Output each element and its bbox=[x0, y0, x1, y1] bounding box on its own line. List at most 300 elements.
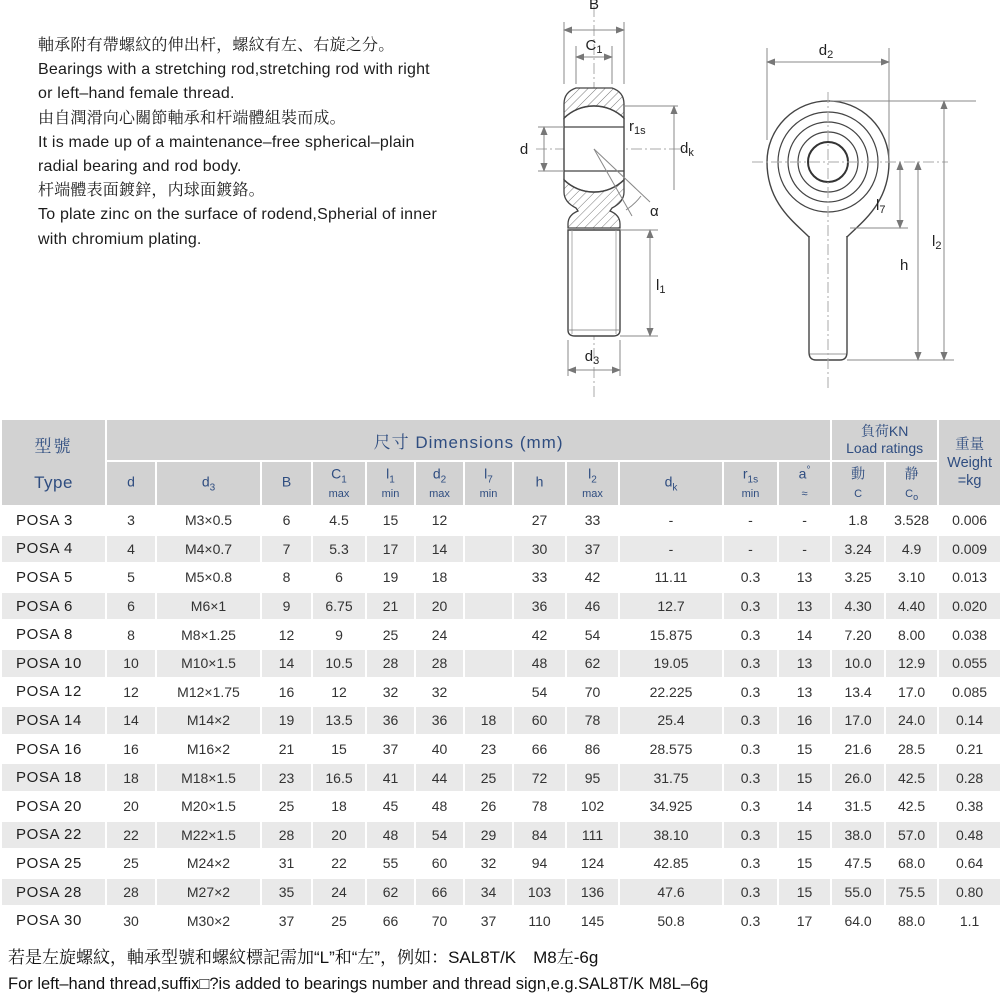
cell-l7: 26 bbox=[464, 792, 513, 821]
col-subheader: d bbox=[106, 461, 156, 506]
dim-label-h: h bbox=[900, 257, 909, 274]
type-cell: POSA 30 bbox=[1, 906, 106, 935]
cell-d: 5 bbox=[106, 563, 156, 592]
type-cell: POSA 28 bbox=[1, 878, 106, 907]
cell-Co: 3.528 bbox=[885, 506, 938, 535]
cell-weight: 0.006 bbox=[938, 506, 1000, 535]
cell-h: 84 bbox=[513, 821, 566, 850]
cell-d3: M22×1.5 bbox=[156, 821, 261, 850]
type-cell: POSA 18 bbox=[1, 763, 106, 792]
cell-d: 28 bbox=[106, 878, 156, 907]
cell-d: 12 bbox=[106, 678, 156, 707]
intro-line: radial bearing and rod body. bbox=[38, 158, 242, 176]
table-row bbox=[1, 849, 1000, 878]
cell-l1: 62 bbox=[366, 878, 415, 907]
cell-l2: 111 bbox=[566, 821, 619, 850]
cell-d2: 12 bbox=[415, 506, 464, 535]
col-subheader: a° ≈ bbox=[778, 461, 831, 506]
cell-h: 36 bbox=[513, 592, 566, 621]
dim-label-l2: $l_2$ bbox=[932, 233, 942, 252]
cell-l7 bbox=[464, 592, 513, 621]
type-cell: POSA 3 bbox=[1, 506, 106, 535]
cell-l1: 17 bbox=[366, 535, 415, 564]
type-header-en: Type bbox=[34, 473, 73, 492]
footer-note-en: For left–hand thread,suffix□?is added to bearings number and thread sign,e.g.SAL8T/K M8L–6g bbox=[8, 975, 709, 993]
cell-r1s: 0.3 bbox=[723, 763, 778, 792]
cell-l1: 32 bbox=[366, 678, 415, 707]
cell-C: 47.5 bbox=[831, 849, 885, 878]
cell-d2: 70 bbox=[415, 906, 464, 935]
cell-d: 30 bbox=[106, 906, 156, 935]
dim-label-alpha: α bbox=[650, 203, 659, 220]
cell-l7: 25 bbox=[464, 763, 513, 792]
cell-l2: 86 bbox=[566, 735, 619, 764]
cell-r1s: 0.3 bbox=[723, 620, 778, 649]
cell-C: 55.0 bbox=[831, 878, 885, 907]
col-subheader: $l_2$ max bbox=[566, 461, 619, 506]
table-row bbox=[1, 506, 1000, 535]
cell-C1: 20 bbox=[312, 821, 366, 850]
cell-dk: 28.575 bbox=[619, 735, 723, 764]
cell-h: 94 bbox=[513, 849, 566, 878]
cell-B: 25 bbox=[261, 792, 312, 821]
col-subheader: 静 $C_o$ bbox=[885, 461, 938, 506]
cell-r1s: 0.3 bbox=[723, 821, 778, 850]
cell-weight: 1.1 bbox=[938, 906, 1000, 935]
dim-label-d3: $d_3$ bbox=[584, 348, 600, 367]
cell-Co: 4.9 bbox=[885, 535, 938, 564]
cell-dk: 31.75 bbox=[619, 763, 723, 792]
cell-d2: 28 bbox=[415, 649, 464, 678]
intro-line: To plate zinc on the surface of rodend,Spherial of inner bbox=[38, 206, 437, 224]
cell-Co: 8.00 bbox=[885, 620, 938, 649]
cell-weight: 0.038 bbox=[938, 620, 1000, 649]
cell-l7 bbox=[464, 563, 513, 592]
cell-weight: 0.013 bbox=[938, 563, 1000, 592]
table-row bbox=[1, 906, 1000, 935]
cell-d2: 36 bbox=[415, 706, 464, 735]
cell-l7: 34 bbox=[464, 878, 513, 907]
cell-l7: 32 bbox=[464, 849, 513, 878]
cell-dk: 12.7 bbox=[619, 592, 723, 621]
cell-weight: 0.28 bbox=[938, 763, 1000, 792]
cell-dk: 22.225 bbox=[619, 678, 723, 707]
col-subheader: $l_1$ min bbox=[366, 461, 415, 506]
cell-d2: 24 bbox=[415, 620, 464, 649]
cell-l1: 41 bbox=[366, 763, 415, 792]
col-subheader: 動 C bbox=[831, 461, 885, 506]
cell-r1s: 0.3 bbox=[723, 706, 778, 735]
cell-Co: 75.5 bbox=[885, 878, 938, 907]
cell-Co: 57.0 bbox=[885, 821, 938, 850]
load-header-zh: 負荷KN bbox=[860, 423, 909, 439]
cell-B: 23 bbox=[261, 763, 312, 792]
cell-d2: 66 bbox=[415, 878, 464, 907]
cell-a: 15 bbox=[778, 821, 831, 850]
type-cell: POSA 20 bbox=[1, 792, 106, 821]
cell-d3: M3×0.5 bbox=[156, 506, 261, 535]
cell-d2: 20 bbox=[415, 592, 464, 621]
cell-d3: M12×1.75 bbox=[156, 678, 261, 707]
type-cell: POSA 22 bbox=[1, 821, 106, 850]
cell-h: 42 bbox=[513, 620, 566, 649]
cell-r1s: 0.3 bbox=[723, 849, 778, 878]
cell-d3: M5×0.8 bbox=[156, 563, 261, 592]
cell-weight: 0.64 bbox=[938, 849, 1000, 878]
dim-label-d2: $d_2$ bbox=[818, 42, 834, 61]
cell-C1: 22 bbox=[312, 849, 366, 878]
col-subheader: $r_{1s}$ min bbox=[723, 461, 778, 506]
table-row bbox=[1, 563, 1000, 592]
cell-d2: 60 bbox=[415, 849, 464, 878]
intro-line: 軸承附有帶螺紋的伸出杆，螺紋有左、右旋之分。 bbox=[38, 37, 395, 54]
type-cell: POSA 14 bbox=[1, 706, 106, 735]
cell-l2: 46 bbox=[566, 592, 619, 621]
cell-weight: 0.020 bbox=[938, 592, 1000, 621]
cell-B: 19 bbox=[261, 706, 312, 735]
cell-B: 9 bbox=[261, 592, 312, 621]
col-subheader: $d_k$ bbox=[619, 461, 723, 506]
col-subheader: $d_3$ bbox=[156, 461, 261, 506]
cell-dk: 47.6 bbox=[619, 878, 723, 907]
cell-d2: 32 bbox=[415, 678, 464, 707]
cell-r1s: 0.3 bbox=[723, 649, 778, 678]
cell-l2: 33 bbox=[566, 506, 619, 535]
cell-d: 8 bbox=[106, 620, 156, 649]
table-row bbox=[1, 649, 1000, 678]
type-cell: POSA 10 bbox=[1, 649, 106, 678]
intro-line: Bearings with a stretching rod,stretching rod with right bbox=[38, 61, 430, 79]
dimensions-table bbox=[0, 418, 1000, 936]
cell-Co: 24.0 bbox=[885, 706, 938, 735]
cell-C: 21.6 bbox=[831, 735, 885, 764]
cell-weight: 0.14 bbox=[938, 706, 1000, 735]
cell-h: 103 bbox=[513, 878, 566, 907]
cell-a: 17 bbox=[778, 906, 831, 935]
cell-C1: 12 bbox=[312, 678, 366, 707]
cell-B: 31 bbox=[261, 849, 312, 878]
cell-r1s: 0.3 bbox=[723, 792, 778, 821]
weight-header-zh: 重量 bbox=[955, 436, 985, 453]
cell-a: 16 bbox=[778, 706, 831, 735]
cell-l1: 55 bbox=[366, 849, 415, 878]
cell-l7 bbox=[464, 506, 513, 535]
cell-l7: 23 bbox=[464, 735, 513, 764]
cell-C: 4.30 bbox=[831, 592, 885, 621]
cell-C1: 6.75 bbox=[312, 592, 366, 621]
cell-B: 12 bbox=[261, 620, 312, 649]
cell-h: 72 bbox=[513, 763, 566, 792]
cell-a: - bbox=[778, 506, 831, 535]
cell-l1: 15 bbox=[366, 506, 415, 535]
cell-C1: 15 bbox=[312, 735, 366, 764]
cell-B: 7 bbox=[261, 535, 312, 564]
col-subheader: $d_2$ max bbox=[415, 461, 464, 506]
cell-l7: 18 bbox=[464, 706, 513, 735]
cell-C1: 10.5 bbox=[312, 649, 366, 678]
type-header-zh: 型號 bbox=[34, 437, 73, 456]
cell-a: - bbox=[778, 535, 831, 564]
cell-dk: 50.8 bbox=[619, 906, 723, 935]
cell-l2: 78 bbox=[566, 706, 619, 735]
cell-C1: 25 bbox=[312, 906, 366, 935]
threaded-shank bbox=[568, 230, 620, 336]
intro-line: 由自潤滑向心關節軸承和杆端體組裝而成。 bbox=[38, 109, 346, 127]
cell-l2: 95 bbox=[566, 763, 619, 792]
front-view-drawing bbox=[498, 0, 760, 412]
cell-C: 64.0 bbox=[831, 906, 885, 935]
cell-l2: 54 bbox=[566, 620, 619, 649]
table-row bbox=[1, 763, 1000, 792]
cell-a: 14 bbox=[778, 792, 831, 821]
cell-d3: M10×1.5 bbox=[156, 649, 261, 678]
cell-d: 16 bbox=[106, 735, 156, 764]
cell-Co: 88.0 bbox=[885, 906, 938, 935]
cell-l7 bbox=[464, 620, 513, 649]
intro-line: with chromium plating. bbox=[38, 230, 202, 248]
dim-label-d: d bbox=[519, 141, 529, 158]
cell-dk: - bbox=[619, 535, 723, 564]
cell-h: 110 bbox=[513, 906, 566, 935]
intro-line: It is made up of a maintenance–free spherical–plain bbox=[38, 133, 415, 151]
cell-Co: 42.5 bbox=[885, 792, 938, 821]
cell-a: 13 bbox=[778, 678, 831, 707]
cell-C: 17.0 bbox=[831, 706, 885, 735]
type-cell: POSA 8 bbox=[1, 620, 106, 649]
cell-a: 13 bbox=[778, 563, 831, 592]
cell-dk: 11.11 bbox=[619, 563, 723, 592]
cell-l7: 37 bbox=[464, 906, 513, 935]
cell-d3: M18×1.5 bbox=[156, 763, 261, 792]
cell-C: 26.0 bbox=[831, 763, 885, 792]
footer-notes bbox=[8, 944, 998, 998]
cell-Co: 3.10 bbox=[885, 563, 938, 592]
cell-a: 13 bbox=[778, 592, 831, 621]
type-cell: POSA 6 bbox=[1, 592, 106, 621]
cell-dk: 15.875 bbox=[619, 620, 723, 649]
cell-C: 1.8 bbox=[831, 506, 885, 535]
cell-B: 14 bbox=[261, 649, 312, 678]
table-row bbox=[1, 792, 1000, 821]
cell-d2: 40 bbox=[415, 735, 464, 764]
cell-C1: 5.3 bbox=[312, 535, 366, 564]
cell-l2: 42 bbox=[566, 563, 619, 592]
cell-l2: 136 bbox=[566, 878, 619, 907]
cell-d: 4 bbox=[106, 535, 156, 564]
cell-l2: 124 bbox=[566, 849, 619, 878]
cell-d: 25 bbox=[106, 849, 156, 878]
cell-l1: 48 bbox=[366, 821, 415, 850]
cell-weight: 0.085 bbox=[938, 678, 1000, 707]
cell-weight: 0.80 bbox=[938, 878, 1000, 907]
cell-h: 60 bbox=[513, 706, 566, 735]
cell-h: 30 bbox=[513, 535, 566, 564]
weight-header-unit: =kg bbox=[957, 472, 982, 489]
cell-r1s: 0.3 bbox=[723, 906, 778, 935]
cell-C1: 24 bbox=[312, 878, 366, 907]
col-header-dimensions: 尺寸 Dimensions (mm) bbox=[106, 419, 831, 461]
dim-label-dk: $d_k$ bbox=[680, 140, 694, 159]
cell-Co: 68.0 bbox=[885, 849, 938, 878]
cell-l7 bbox=[464, 678, 513, 707]
cell-d: 22 bbox=[106, 821, 156, 850]
cell-l2: 145 bbox=[566, 906, 619, 935]
cell-dk: 25.4 bbox=[619, 706, 723, 735]
cell-d3: M4×0.7 bbox=[156, 535, 261, 564]
cell-l2: 62 bbox=[566, 649, 619, 678]
cell-C: 31.5 bbox=[831, 792, 885, 821]
cell-d: 3 bbox=[106, 506, 156, 535]
col-subheader: h bbox=[513, 461, 566, 506]
cell-C: 7.20 bbox=[831, 620, 885, 649]
cell-weight: 0.48 bbox=[938, 821, 1000, 850]
table-row bbox=[1, 706, 1000, 735]
col-subheader: B bbox=[261, 461, 312, 506]
cell-l1: 45 bbox=[366, 792, 415, 821]
cell-d2: 54 bbox=[415, 821, 464, 850]
dim-label-r1s: $r_{1s}$ bbox=[629, 118, 646, 137]
intro-line: or left–hand female thread. bbox=[38, 85, 235, 103]
side-view-drawing bbox=[748, 0, 1000, 412]
cell-C1: 16.5 bbox=[312, 763, 366, 792]
cell-l7: 29 bbox=[464, 821, 513, 850]
cell-d: 20 bbox=[106, 792, 156, 821]
cell-d: 10 bbox=[106, 649, 156, 678]
cell-C: 10.0 bbox=[831, 649, 885, 678]
table-row bbox=[1, 678, 1000, 707]
cell-B: 35 bbox=[261, 878, 312, 907]
cell-l2: 37 bbox=[566, 535, 619, 564]
cell-r1s: 0.3 bbox=[723, 878, 778, 907]
col-header-weight bbox=[938, 419, 1000, 506]
cell-Co: 12.9 bbox=[885, 649, 938, 678]
cell-d3: M6×1 bbox=[156, 592, 261, 621]
cell-C1: 6 bbox=[312, 563, 366, 592]
cell-dk: - bbox=[619, 506, 723, 535]
cell-a: 14 bbox=[778, 620, 831, 649]
dim-label-C1: $C_1$ bbox=[585, 37, 603, 56]
cell-r1s: 0.3 bbox=[723, 592, 778, 621]
cell-dk: 38.10 bbox=[619, 821, 723, 850]
cell-h: 27 bbox=[513, 506, 566, 535]
cell-weight: 0.009 bbox=[938, 535, 1000, 564]
type-cell: POSA 16 bbox=[1, 735, 106, 764]
cell-B: 28 bbox=[261, 821, 312, 850]
cell-weight: 0.055 bbox=[938, 649, 1000, 678]
cell-l2: 102 bbox=[566, 792, 619, 821]
cell-C1: 13.5 bbox=[312, 706, 366, 735]
table-row bbox=[1, 620, 1000, 649]
table-row bbox=[1, 821, 1000, 850]
cell-d: 18 bbox=[106, 763, 156, 792]
cell-l1: 36 bbox=[366, 706, 415, 735]
col-subheader: $C_1$ max bbox=[312, 461, 366, 506]
cell-C: 13.4 bbox=[831, 678, 885, 707]
cell-l1: 19 bbox=[366, 563, 415, 592]
table-row bbox=[1, 878, 1000, 907]
cell-d3: M16×2 bbox=[156, 735, 261, 764]
cell-d: 6 bbox=[106, 592, 156, 621]
cell-B: 37 bbox=[261, 906, 312, 935]
table-header bbox=[1, 419, 1000, 506]
cell-h: 33 bbox=[513, 563, 566, 592]
cell-l7 bbox=[464, 649, 513, 678]
cell-d3: M8×1.25 bbox=[156, 620, 261, 649]
cell-weight: 0.21 bbox=[938, 735, 1000, 764]
cell-d2: 18 bbox=[415, 563, 464, 592]
cell-a: 15 bbox=[778, 878, 831, 907]
cell-a: 13 bbox=[778, 649, 831, 678]
cell-r1s: 0.3 bbox=[723, 563, 778, 592]
cell-dk: 19.05 bbox=[619, 649, 723, 678]
cell-h: 78 bbox=[513, 792, 566, 821]
cell-d3: M30×2 bbox=[156, 906, 261, 935]
cell-r1s: - bbox=[723, 535, 778, 564]
cell-h: 48 bbox=[513, 649, 566, 678]
table-row bbox=[1, 735, 1000, 764]
cell-h: 54 bbox=[513, 678, 566, 707]
dim-l1 bbox=[620, 230, 658, 336]
weight-header-en: Weight bbox=[947, 454, 993, 471]
type-cell: POSA 12 bbox=[1, 678, 106, 707]
cell-d3: M20×1.5 bbox=[156, 792, 261, 821]
cell-a: 15 bbox=[778, 849, 831, 878]
table-body bbox=[1, 506, 1000, 935]
col-header-type bbox=[1, 419, 106, 506]
type-cell: POSA 5 bbox=[1, 563, 106, 592]
cell-a: 15 bbox=[778, 763, 831, 792]
cell-d2: 44 bbox=[415, 763, 464, 792]
cell-l1: 37 bbox=[366, 735, 415, 764]
dim-label-B: B bbox=[588, 0, 600, 13]
cell-B: 21 bbox=[261, 735, 312, 764]
col-header-load-ratings bbox=[831, 419, 938, 461]
cell-d: 14 bbox=[106, 706, 156, 735]
cell-dk: 34.925 bbox=[619, 792, 723, 821]
cell-C1: 4.5 bbox=[312, 506, 366, 535]
cell-l1: 25 bbox=[366, 620, 415, 649]
cell-r1s: 0.3 bbox=[723, 735, 778, 764]
cell-d3: M14×2 bbox=[156, 706, 261, 735]
load-header-en: Load ratings bbox=[846, 440, 924, 456]
table-row bbox=[1, 592, 1000, 621]
cell-d2: 48 bbox=[415, 792, 464, 821]
cell-r1s: - bbox=[723, 506, 778, 535]
table-row bbox=[1, 535, 1000, 564]
cell-l2: 70 bbox=[566, 678, 619, 707]
cell-B: 6 bbox=[261, 506, 312, 535]
cell-dk: 42.85 bbox=[619, 849, 723, 878]
cell-C1: 9 bbox=[312, 620, 366, 649]
cell-C: 3.24 bbox=[831, 535, 885, 564]
cell-r1s: 0.3 bbox=[723, 678, 778, 707]
cell-Co: 42.5 bbox=[885, 763, 938, 792]
type-cell: POSA 25 bbox=[1, 849, 106, 878]
dim-label-l1: $l_1$ bbox=[656, 277, 666, 296]
cell-a: 15 bbox=[778, 735, 831, 764]
cell-B: 8 bbox=[261, 563, 312, 592]
cell-l1: 66 bbox=[366, 906, 415, 935]
cell-weight: 0.38 bbox=[938, 792, 1000, 821]
cell-C1: 18 bbox=[312, 792, 366, 821]
cell-l1: 28 bbox=[366, 649, 415, 678]
type-cell: POSA 4 bbox=[1, 535, 106, 564]
cell-l7 bbox=[464, 535, 513, 564]
intro-text bbox=[38, 34, 498, 252]
cell-Co: 4.40 bbox=[885, 592, 938, 621]
cell-C: 3.25 bbox=[831, 563, 885, 592]
cell-B: 16 bbox=[261, 678, 312, 707]
